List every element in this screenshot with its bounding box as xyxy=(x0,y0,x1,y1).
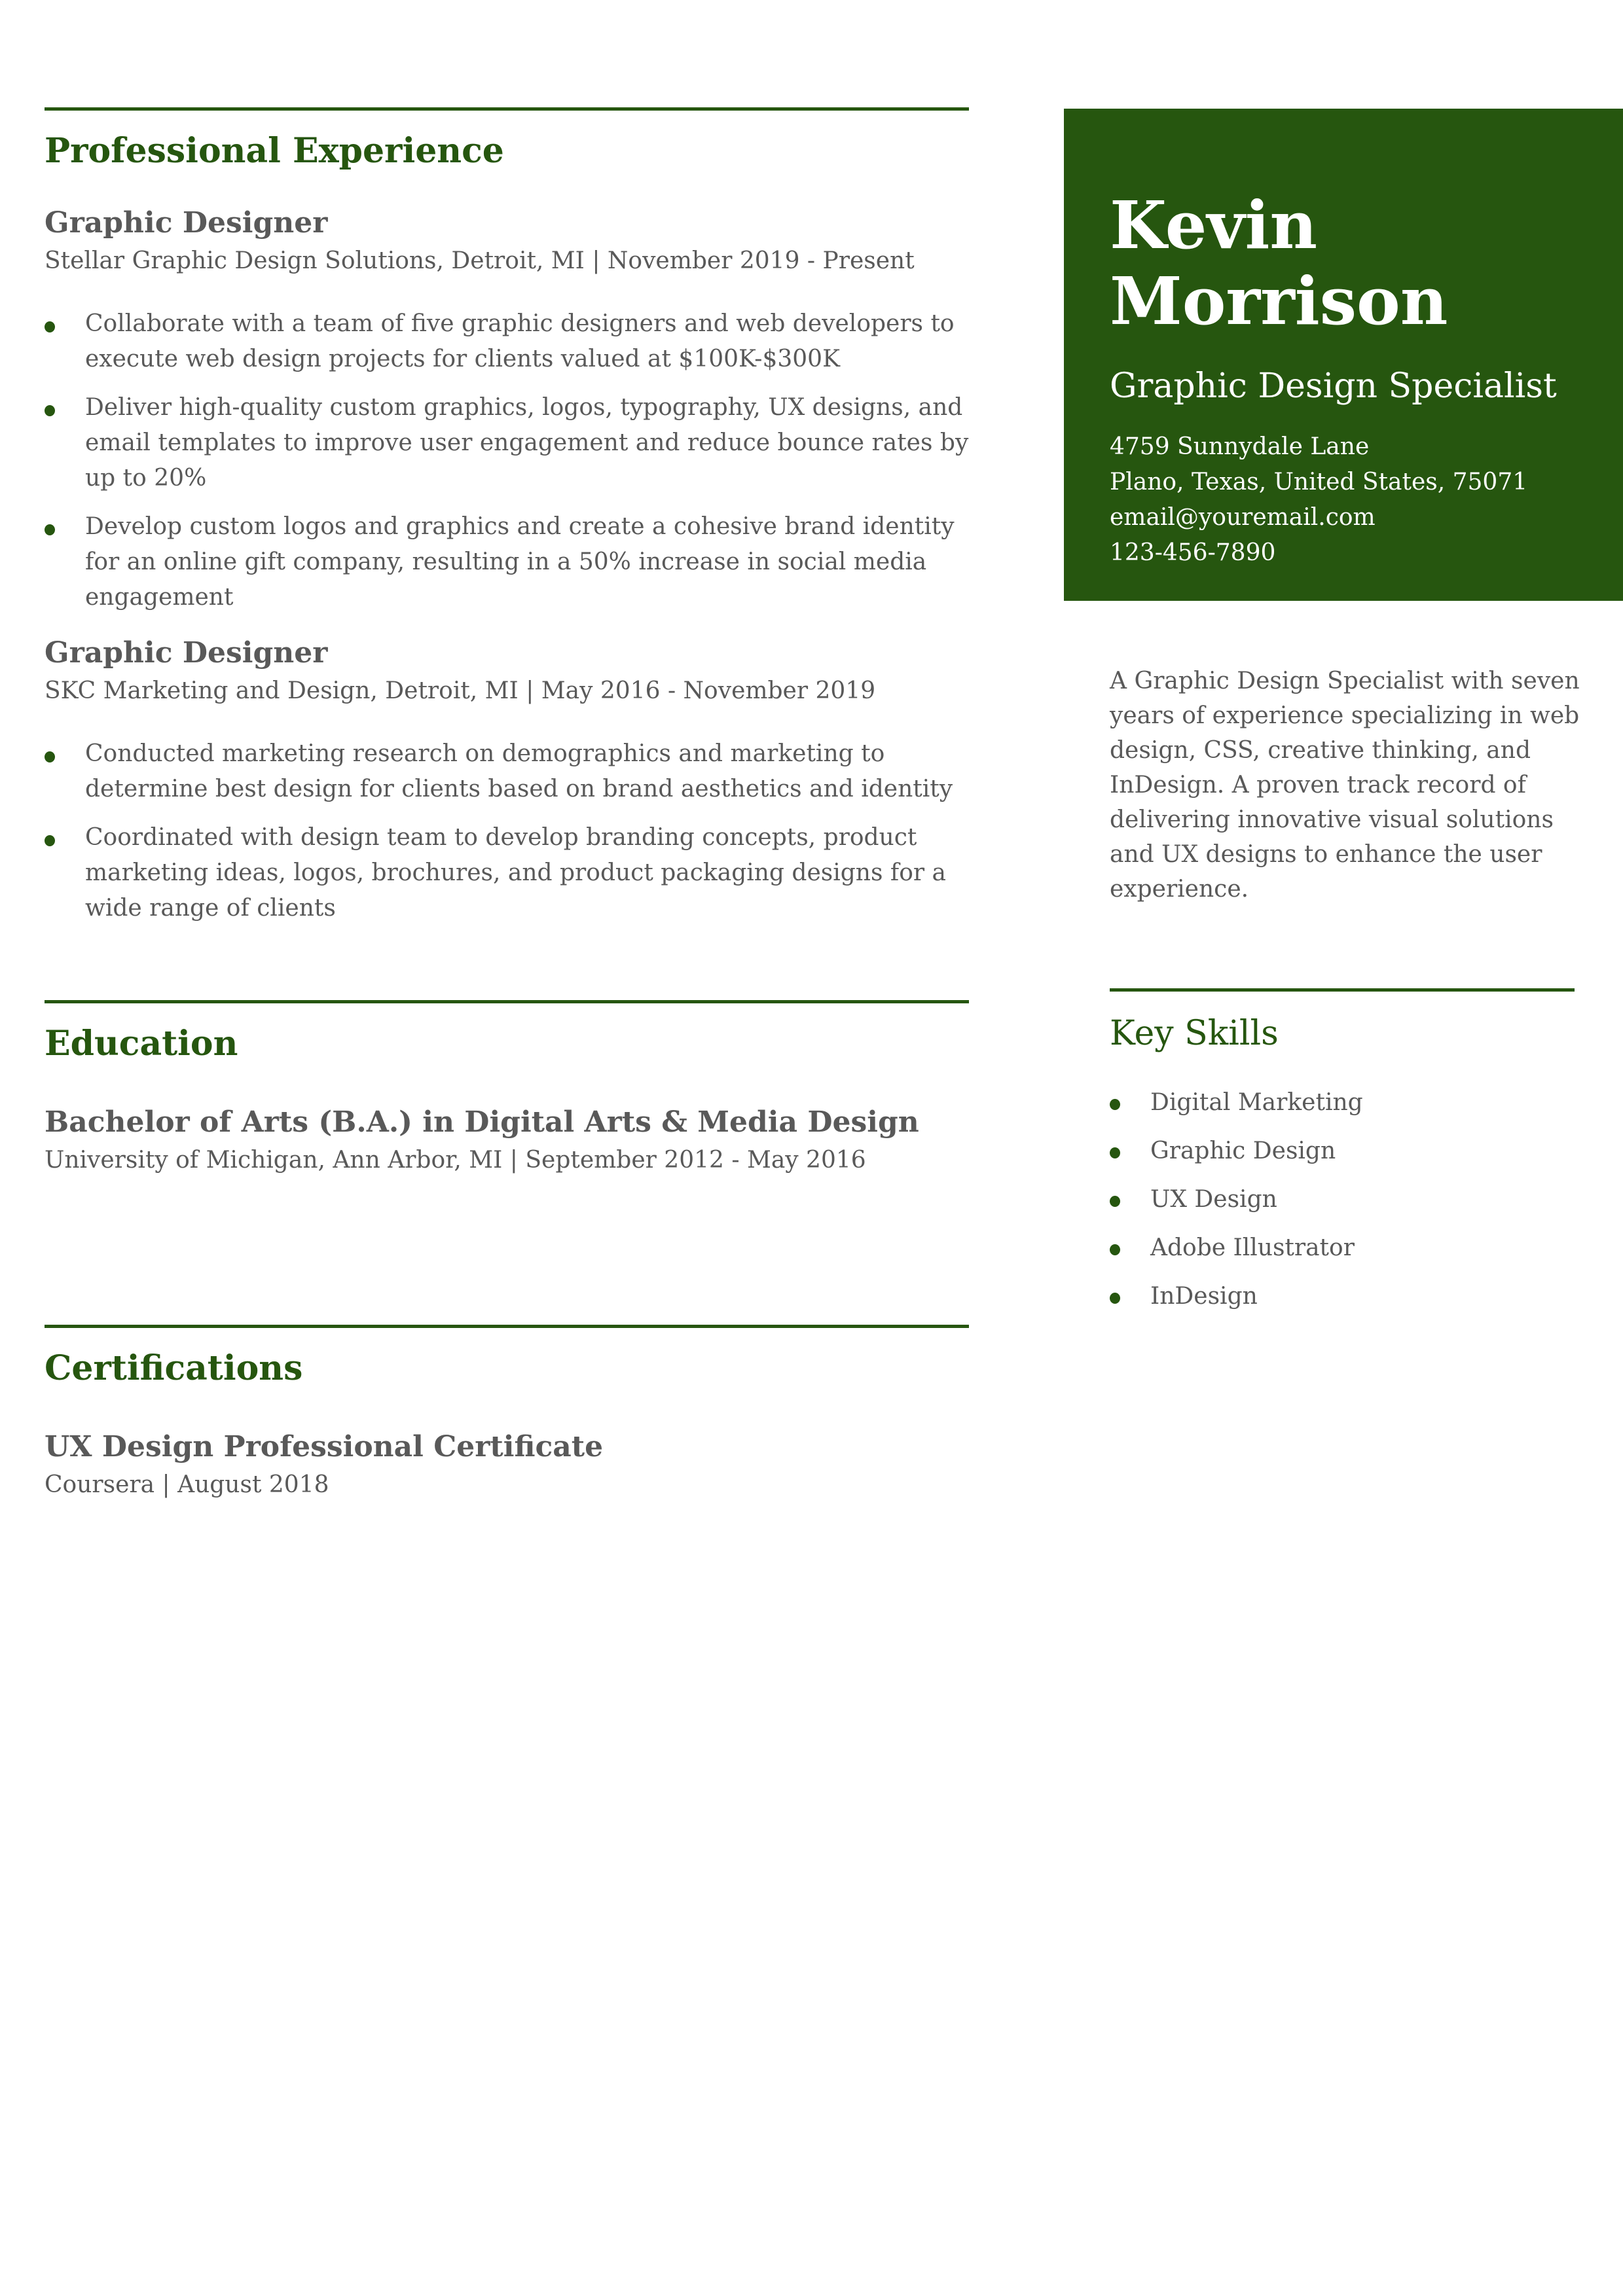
degree-title: Bachelor of Arts (B.A.) in Digital Arts & Media Design xyxy=(45,1105,919,1139)
bullet-dot-icon xyxy=(1110,1244,1120,1255)
section-divider xyxy=(45,107,969,111)
bullet-text: Deliver high-quality custom graphics, logos, typography, UX designs, and email templates to improve user engagement and reduce bounce rates by up to 20% xyxy=(85,394,969,492)
job-entry xyxy=(45,636,969,926)
skill-label: UX Design xyxy=(1150,1186,1277,1213)
section-title-certifications: Certifications xyxy=(45,1348,303,1388)
bullet-dot-icon xyxy=(45,751,55,762)
bullet-text: Collaborate with a team of five graphic designers and web developers to execute web design projects for clients valued at $100K-$300K xyxy=(85,310,955,373)
experience-section xyxy=(45,107,969,926)
skill-label: Adobe Illustrator xyxy=(1150,1234,1355,1261)
degree-meta: University of Michigan, Ann Arbor, MI | September 2012 - May 2016 xyxy=(45,1147,866,1174)
last-name: Morrison xyxy=(1110,262,1448,340)
contact-info xyxy=(1110,429,1557,571)
certificate-meta: Coursera | August 2018 xyxy=(45,1471,329,1498)
job-bullets xyxy=(45,736,969,926)
skill-item xyxy=(1110,1187,1575,1213)
job-title: Graphic Designer xyxy=(45,636,328,670)
bullet-dot-icon xyxy=(1110,1293,1120,1304)
job-meta: Stellar Graphic Design Solutions, Detroit, MI | November 2019 - Present xyxy=(45,247,915,274)
section-divider xyxy=(45,1325,969,1328)
bullet-dot-icon xyxy=(45,835,55,846)
bullet-text: Develop custom logos and graphics and create a cohesive brand identity for an online gift company, resulting in a 50% increase in social media engagement xyxy=(85,513,955,611)
header-panel xyxy=(1064,109,1623,601)
candidate-role: Graphic Design Specialist xyxy=(1110,367,1557,406)
bullet-dot-icon xyxy=(1110,1099,1120,1110)
skill-item xyxy=(1110,1283,1575,1310)
bullet-dot-icon xyxy=(1110,1196,1120,1207)
skill-label: InDesign xyxy=(1150,1283,1258,1310)
bullet-text: Coordinated with design team to develop branding concepts, product marketing ideas, logos, brochures, and product packaging designs for a wide range of clients xyxy=(85,824,947,922)
skill-label: Graphic Design xyxy=(1150,1138,1336,1164)
skills-section xyxy=(1110,988,1575,1332)
job-entry xyxy=(45,206,969,615)
bullet-item xyxy=(45,306,969,377)
bullet-text: Conducted marketing research on demographics and marketing to determine best design for clients based on brand aesthetics and identity xyxy=(85,740,953,803)
candidate-name xyxy=(1110,187,1557,339)
address-line-1: 4759 Sunnydale Lane xyxy=(1110,433,1370,460)
job-title: Graphic Designer xyxy=(45,206,328,240)
job-meta: SKC Marketing and Design, Detroit, MI | May 2016 - November 2019 xyxy=(45,677,876,705)
skill-label: Digital Marketing xyxy=(1150,1089,1363,1116)
bullet-dot-icon xyxy=(45,405,55,416)
address-line-2: Plano, Texas, United States, 75071 xyxy=(1110,469,1528,495)
certifications-section xyxy=(45,1325,969,1499)
bullet-item xyxy=(45,509,969,615)
bullet-item xyxy=(45,736,969,807)
bullet-dot-icon xyxy=(1110,1147,1120,1158)
skill-item xyxy=(1110,1090,1575,1116)
first-name: Kevin xyxy=(1110,187,1318,264)
skills-list xyxy=(1110,1090,1575,1310)
skill-item xyxy=(1110,1235,1575,1261)
email-link[interactable]: email@youremail.com xyxy=(1110,504,1376,531)
certificate-title: UX Design Professional Certificate xyxy=(45,1430,604,1463)
profile-summary: A Graphic Design Specialist with seven years of experience specializing in web design, CSS, creative thinking, and InDesign. A proven track record of delivering innovative visual solutions and UX designs to enhance the user experience. xyxy=(1110,668,1580,903)
bullet-item xyxy=(45,820,969,926)
job-bullets xyxy=(45,306,969,615)
section-title-experience: Professional Experience xyxy=(45,131,504,171)
section-divider xyxy=(45,1000,969,1003)
bullet-dot-icon xyxy=(45,524,55,535)
section-title-education: Education xyxy=(45,1024,238,1064)
education-section xyxy=(45,1000,969,1174)
bullet-item xyxy=(45,390,969,496)
phone-number: 123-456-7890 xyxy=(1110,539,1276,566)
section-divider xyxy=(1110,988,1575,992)
skill-item xyxy=(1110,1138,1575,1164)
section-title-skills: Key Skills xyxy=(1110,1014,1279,1053)
bullet-dot-icon xyxy=(45,321,55,332)
